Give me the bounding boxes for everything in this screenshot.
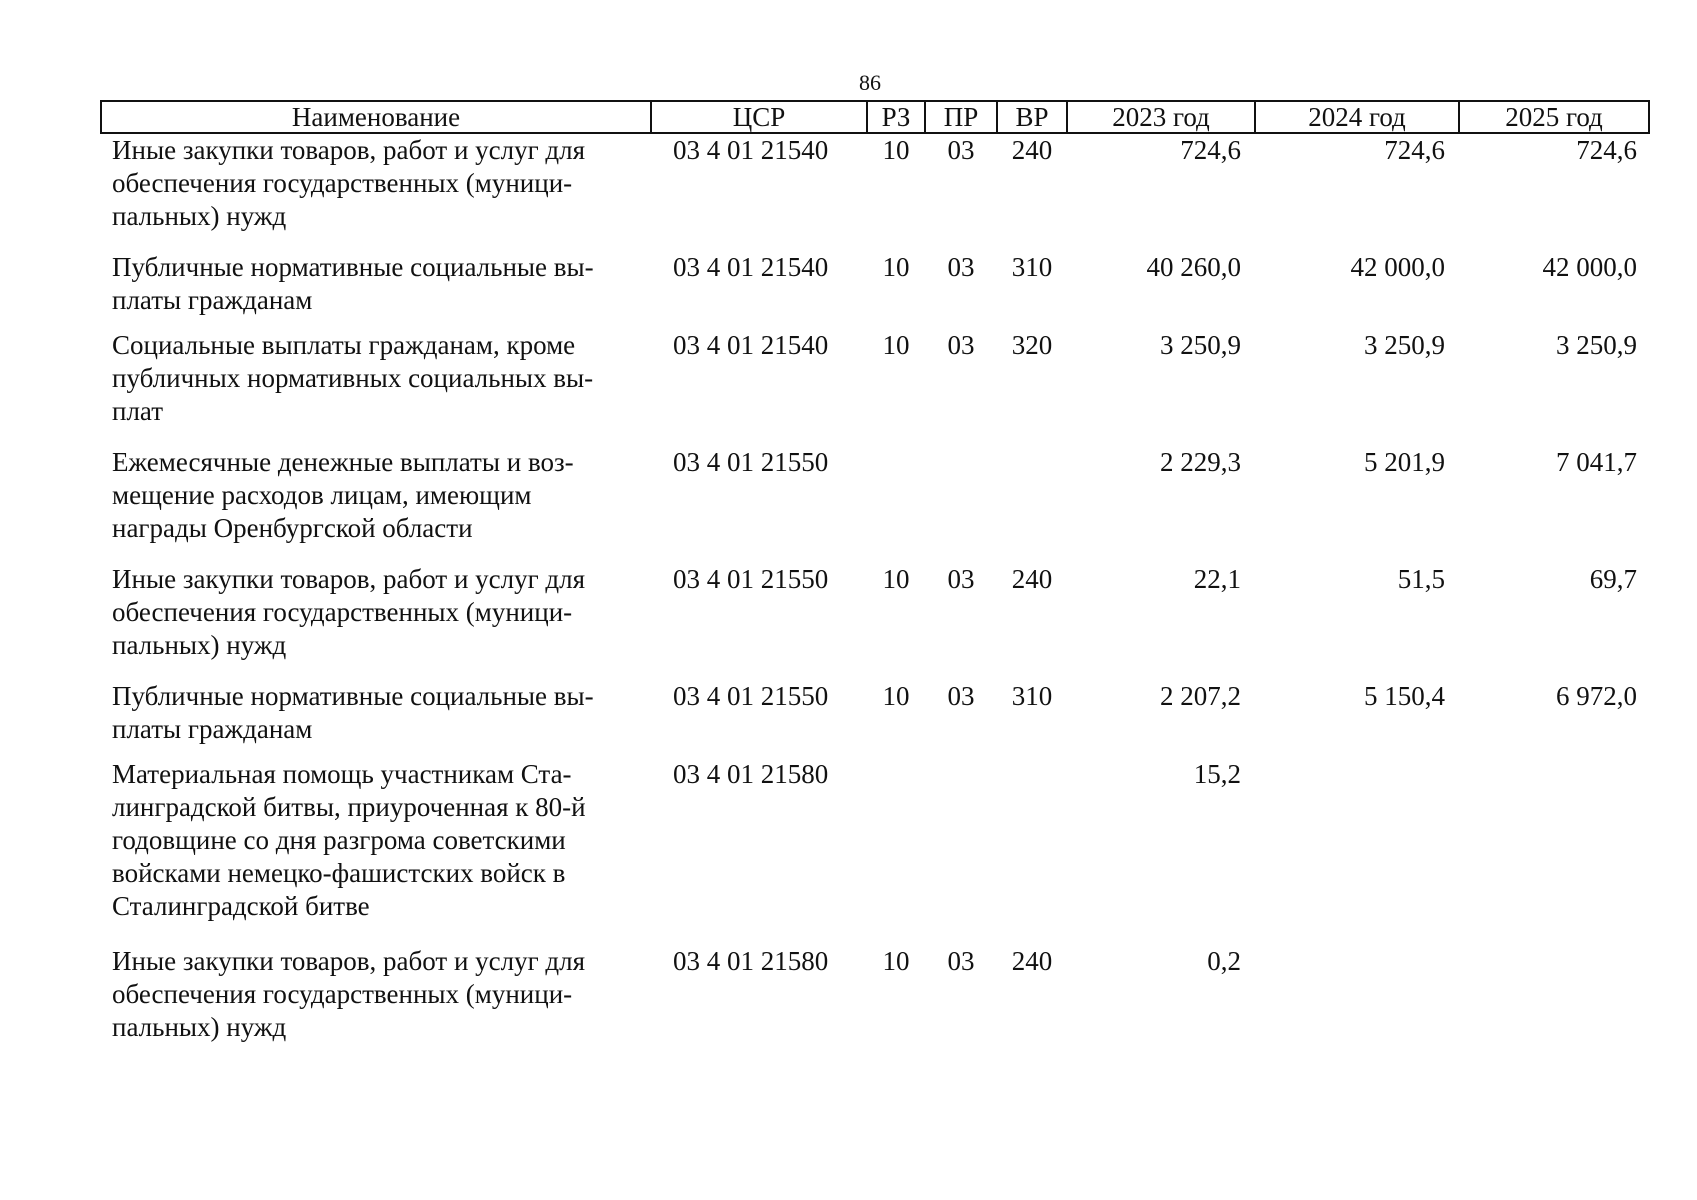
- cell-rz: 10: [882, 330, 910, 360]
- cell-2023: 22,1: [1193, 564, 1241, 594]
- cell-pr: 03: [947, 946, 975, 976]
- cell-pr: 03: [947, 330, 975, 360]
- cell-2025: 6 972,0: [1556, 681, 1637, 711]
- cell-2023: 0,2: [1207, 946, 1241, 976]
- budget-table-container: [100, 100, 1648, 1062]
- cell-csr: 03 4 01 21540: [673, 135, 829, 165]
- table-row: [101, 563, 1649, 680]
- header-csr: ЦСР: [651, 101, 867, 133]
- cell-vr: 240: [1011, 946, 1053, 976]
- cell-2025: 42 000,0: [1542, 252, 1637, 282]
- cell-rz: [867, 446, 925, 563]
- cell-2023: 2 229,3: [1160, 447, 1241, 477]
- cell-2024: [1255, 945, 1459, 1062]
- table-header-row: [101, 101, 1649, 133]
- cell-name: Социальные выплаты гражданам, кроме публичных нормативных социальных вы- плат: [112, 330, 594, 426]
- cell-rz: 10: [882, 252, 910, 282]
- header-name: Наименование: [101, 101, 651, 133]
- cell-2025: 3 250,9: [1556, 330, 1637, 360]
- cell-pr: 03: [947, 135, 975, 165]
- table-row: [101, 945, 1649, 1062]
- cell-vr: 310: [1011, 252, 1053, 282]
- cell-name: Иные закупки товаров, работ и услуг для обеспечения государственных (муници- пальных) нужд: [112, 564, 586, 660]
- cell-csr: 03 4 01 21580: [673, 759, 829, 789]
- cell-vr: 240: [1011, 564, 1053, 594]
- cell-2023: 40 260,0: [1146, 252, 1241, 282]
- cell-vr: [997, 758, 1067, 945]
- cell-2025: [1459, 945, 1649, 1062]
- cell-rz: 10: [882, 681, 910, 711]
- cell-2024: 724,6: [1384, 135, 1445, 165]
- cell-csr: 03 4 01 21550: [673, 447, 829, 477]
- table-row: [101, 133, 1649, 251]
- cell-2023: 2 207,2: [1160, 681, 1241, 711]
- cell-2025: 7 041,7: [1556, 447, 1637, 477]
- cell-2025: [1459, 758, 1649, 945]
- cell-csr: 03 4 01 21550: [673, 564, 829, 594]
- table-row: [101, 329, 1649, 446]
- cell-vr: 320: [1011, 330, 1053, 360]
- cell-pr: 03: [947, 564, 975, 594]
- cell-csr: 03 4 01 21550: [673, 681, 829, 711]
- cell-vr: 240: [1011, 135, 1053, 165]
- cell-rz: 10: [882, 135, 910, 165]
- cell-vr: [997, 446, 1067, 563]
- cell-pr: [925, 758, 997, 945]
- cell-rz: 10: [882, 564, 910, 594]
- cell-name: Ежемесячные денежные выплаты и воз- мещение расходов лицам, имеющим награды Оренбургской области: [112, 447, 574, 543]
- header-2024: 2024 год: [1255, 101, 1459, 133]
- cell-vr: 310: [1011, 681, 1053, 711]
- budget-table: [100, 100, 1650, 1062]
- table-row: [101, 758, 1649, 945]
- cell-2024: 5 150,4: [1364, 681, 1445, 711]
- table-row: [101, 680, 1649, 758]
- cell-name: Иные закупки товаров, работ и услуг для обеспечения государственных (муници- пальных) нужд: [112, 135, 586, 231]
- cell-2023: 15,2: [1193, 759, 1241, 789]
- cell-2024: 3 250,9: [1364, 330, 1445, 360]
- cell-2023: 724,6: [1180, 135, 1241, 165]
- cell-name: Публичные нормативные социальные вы- платы гражданам: [112, 681, 594, 744]
- cell-pr: [925, 446, 997, 563]
- cell-rz: 10: [882, 946, 910, 976]
- cell-2024: 42 000,0: [1350, 252, 1445, 282]
- cell-csr: 03 4 01 21540: [673, 252, 829, 282]
- header-2025: 2025 год: [1459, 101, 1649, 133]
- cell-2024: 5 201,9: [1364, 447, 1445, 477]
- cell-csr: 03 4 01 21580: [673, 946, 829, 976]
- cell-rz: [867, 758, 925, 945]
- table-row: [101, 251, 1649, 329]
- cell-name: Материальная помощь участникам Ста- линградской битвы, приуроченная к 80-й годовщине со дня разгрома советскими войсками немецко-фашистских войск в Сталинградской битве: [112, 759, 586, 921]
- cell-2023: 3 250,9: [1160, 330, 1241, 360]
- header-vr: ВР: [997, 101, 1067, 133]
- table-row: [101, 446, 1649, 563]
- page-number: 86: [859, 70, 881, 95]
- cell-csr: 03 4 01 21540: [673, 330, 829, 360]
- cell-2024: [1255, 758, 1459, 945]
- cell-name: Публичные нормативные социальные вы- платы гражданам: [112, 252, 594, 315]
- header-rz: РЗ: [867, 101, 925, 133]
- cell-2024: 51,5: [1397, 564, 1445, 594]
- cell-pr: 03: [947, 252, 975, 282]
- cell-pr: 03: [947, 681, 975, 711]
- cell-name: Иные закупки товаров, работ и услуг для обеспечения государственных (муници- пальных) нужд: [112, 946, 586, 1042]
- header-pr: ПР: [925, 101, 997, 133]
- cell-2025: 724,6: [1576, 135, 1637, 165]
- header-2023: 2023 год: [1067, 101, 1255, 133]
- cell-2025: 69,7: [1589, 564, 1637, 594]
